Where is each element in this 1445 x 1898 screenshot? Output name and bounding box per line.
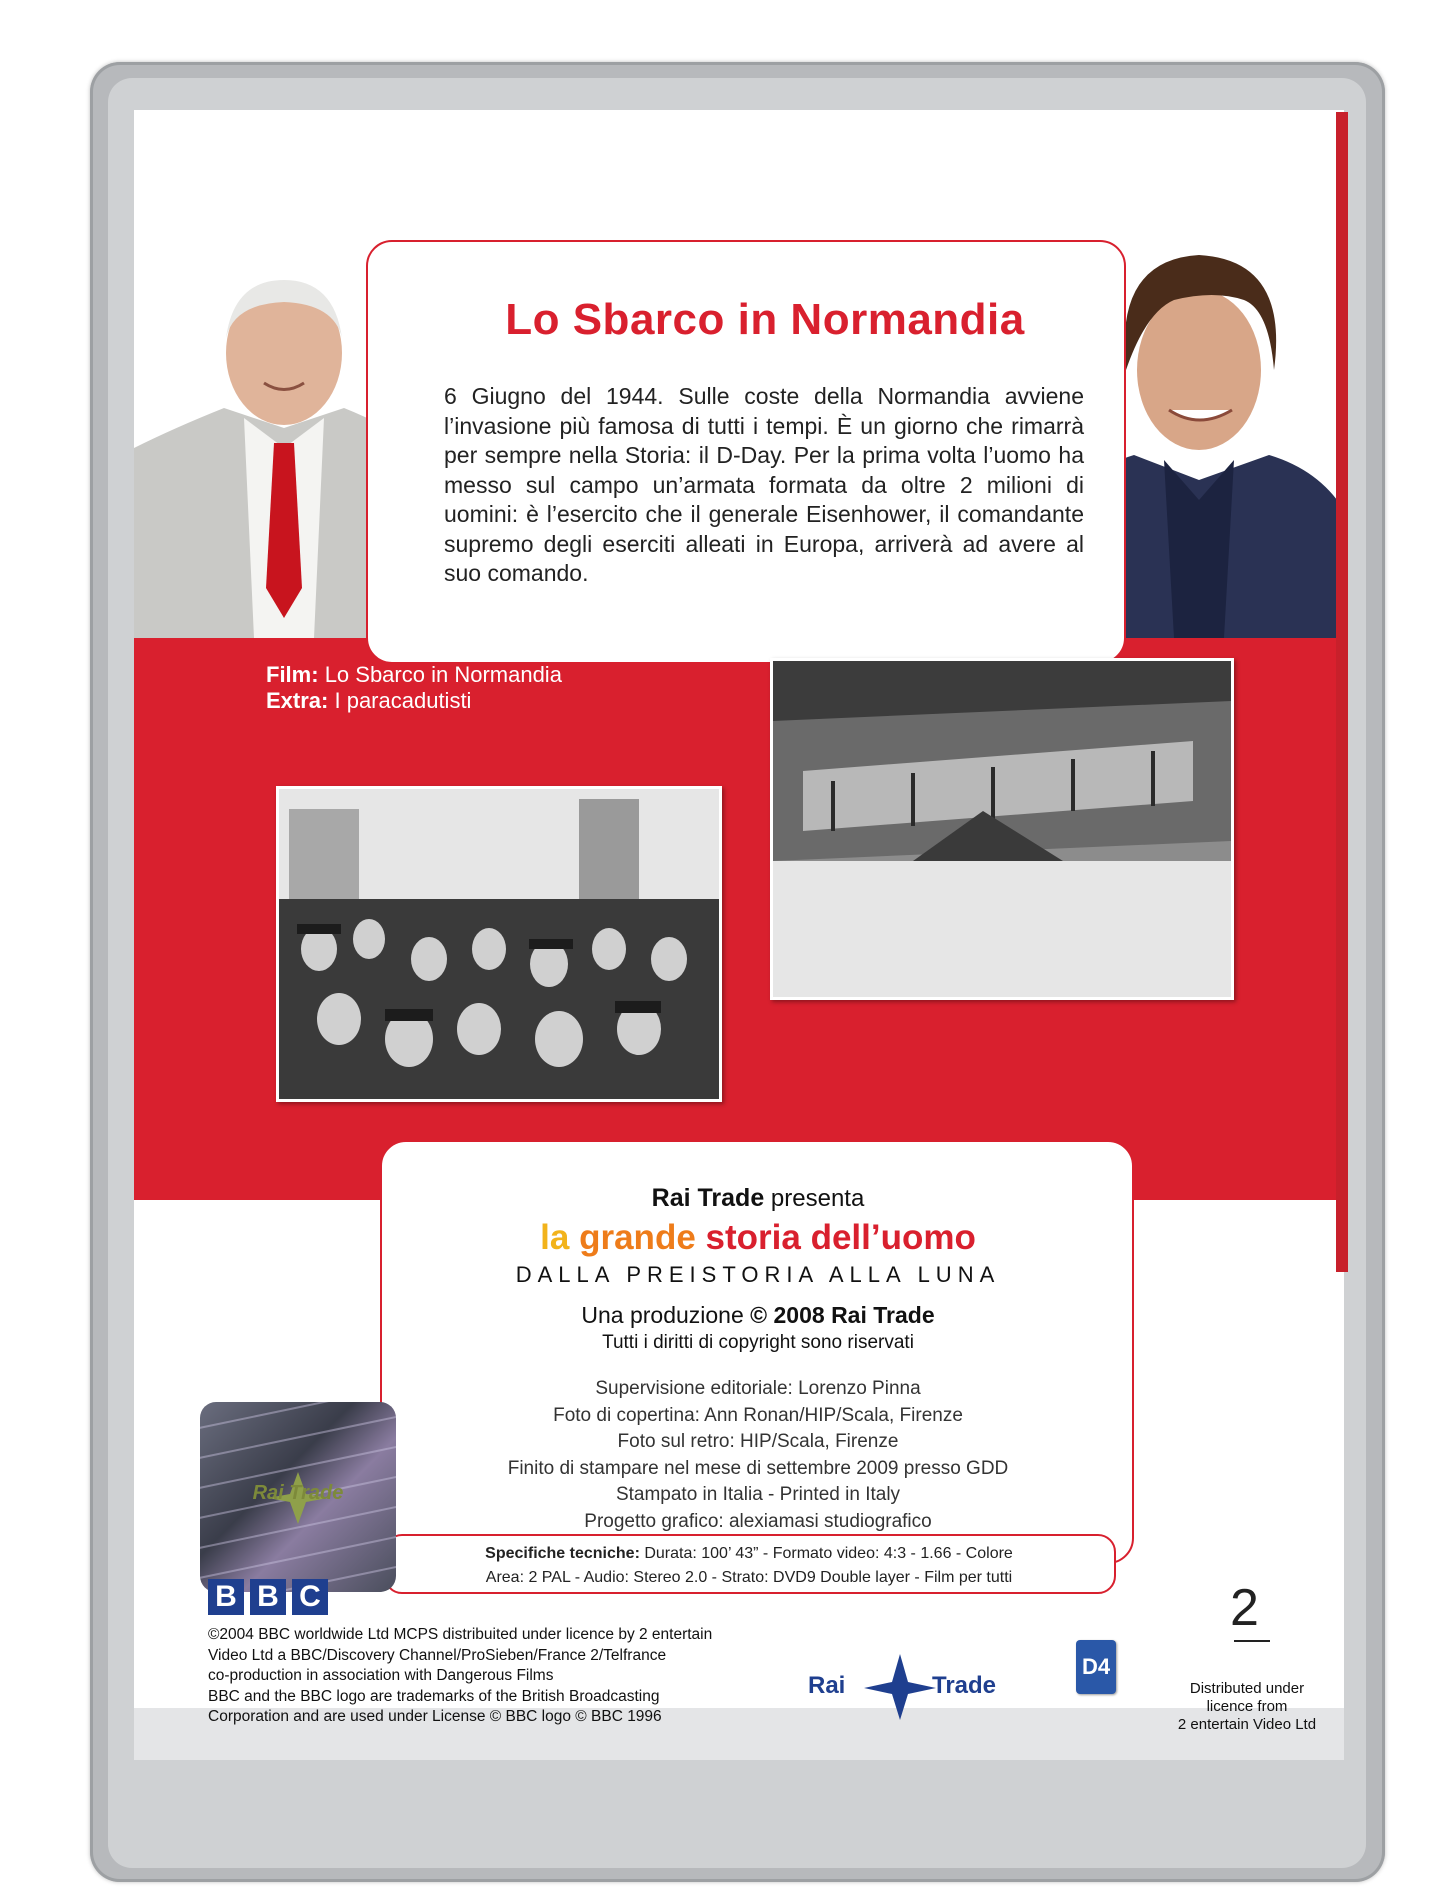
series-word-la: la: [540, 1218, 570, 1257]
tech-line-1: Durata: 100’ 43” - Formato video: 4:3 - 1.66 - Colore: [644, 1545, 1013, 1562]
production-copyright: © 2008 Rai Trade: [750, 1302, 935, 1328]
distribution-line: 2 entertain Video Ltd: [1177, 1716, 1317, 1733]
legal-line: BBC and the BBC logo are trademarks of the British Broadcasting: [208, 1687, 660, 1705]
legal-line: ©2004 BBC worldwide Ltd MCPS distribuited under licence by 2 entertain: [208, 1626, 713, 1643]
legal-line: co-production in association with Dangerous Films: [208, 1667, 554, 1684]
production-prefix: Una produzione: [581, 1302, 744, 1328]
hologram-sticker: [200, 1402, 396, 1592]
two-logo-underline: [1234, 1640, 1270, 1642]
bbc-letter: C: [292, 1579, 328, 1615]
tech-specs: [396, 1542, 1102, 1590]
credits-list: [394, 1376, 1122, 1535]
series-word-storia: storia dell’uomo: [705, 1218, 976, 1257]
presenter-brand: Rai Trade: [651, 1184, 765, 1212]
credit-line: Supervisione editoriale: Lorenzo Pinna: [595, 1378, 921, 1399]
rights-line: Tutti i diritti di copyright sono riservati: [602, 1332, 914, 1353]
credit-line: Foto sul retro: HIP/Scala, Firenze: [617, 1431, 899, 1452]
production-line: [394, 1302, 1122, 1329]
d4-logo: D4: [1076, 1640, 1116, 1694]
distribution-note: [1168, 1680, 1326, 1734]
credit-line: Foto di copertina: Ann Ronan/HIP/Scala, Firenze: [553, 1404, 963, 1426]
film-title: Lo Sbarco in Normandia: [324, 662, 562, 687]
distribution-line: Distributed under: [1189, 1680, 1305, 1697]
distribution-line: licence from: [1206, 1698, 1288, 1715]
legal-line: Corporation and are used under License © BBC logo © BBC 1996: [208, 1708, 662, 1725]
bbc-legal-text: [208, 1625, 748, 1728]
rai-trade-logo: [808, 1652, 1008, 1722]
crowd-photo: [276, 786, 722, 1102]
contents-list: [266, 662, 562, 714]
rai-logo-right: Trade: [932, 1672, 997, 1699]
bbc-letter: B: [208, 1579, 244, 1615]
series-word-grande: grande: [579, 1218, 696, 1257]
extra-label: Extra:: [266, 688, 329, 713]
rai-logo-left: Rai: [808, 1672, 846, 1699]
series-subtitle: DALLA PREISTORIA ALLA LUNA: [515, 1262, 1001, 1287]
series-title: [394, 1218, 1122, 1258]
tech-line-2: Area: 2 PAL - Audio: Stereo 2.0 - Strato: DVD9 Double layer - Film per tutti: [485, 1569, 1013, 1586]
credit-line: Stampato in Italia - Printed in Italy: [615, 1484, 901, 1505]
page-title: Lo Sbarco in Normandia: [505, 295, 1025, 344]
hologram-text: Rai Trade: [252, 1482, 344, 1504]
credit-line: Progetto grafico: alexiamasi studiografico: [584, 1510, 932, 1532]
bbc-logo: [208, 1579, 328, 1615]
tech-label: Specifiche tecniche:: [485, 1545, 640, 1562]
extra-title: I paracadutisti: [334, 688, 472, 713]
presenter-line: [394, 1184, 1122, 1213]
credit-line: Finito di stampare nel mese di settembre 2009 presso GDD: [507, 1457, 1009, 1479]
synopsis-text: 6 Giugno del 1944. Sulle coste della Normandia avviene l’invasione più famosa di tutti i tempi. È un giorno che rimarrà per sempre nella Storia: il D-Day. Per la prima volta l’uomo ha messo sul campo un’armata formata da oltre 2 milioni di uomini: è l’esercito che il generale Eisenhower, il comandante supremo degli eserciti alleati in Europa, arriverà ad avere al suo comando.: [444, 383, 1084, 586]
film-label: Film:: [266, 662, 319, 687]
landing-photo: [770, 658, 1234, 1000]
two-entertain-logo: 2: [1230, 1579, 1259, 1637]
bbc-letter: B: [250, 1579, 286, 1615]
legal-line: Video Ltd a BBC/Discovery Channel/ProSieben/France 2/Telfrance: [208, 1646, 667, 1664]
presenter-verb: presenta: [770, 1185, 865, 1212]
